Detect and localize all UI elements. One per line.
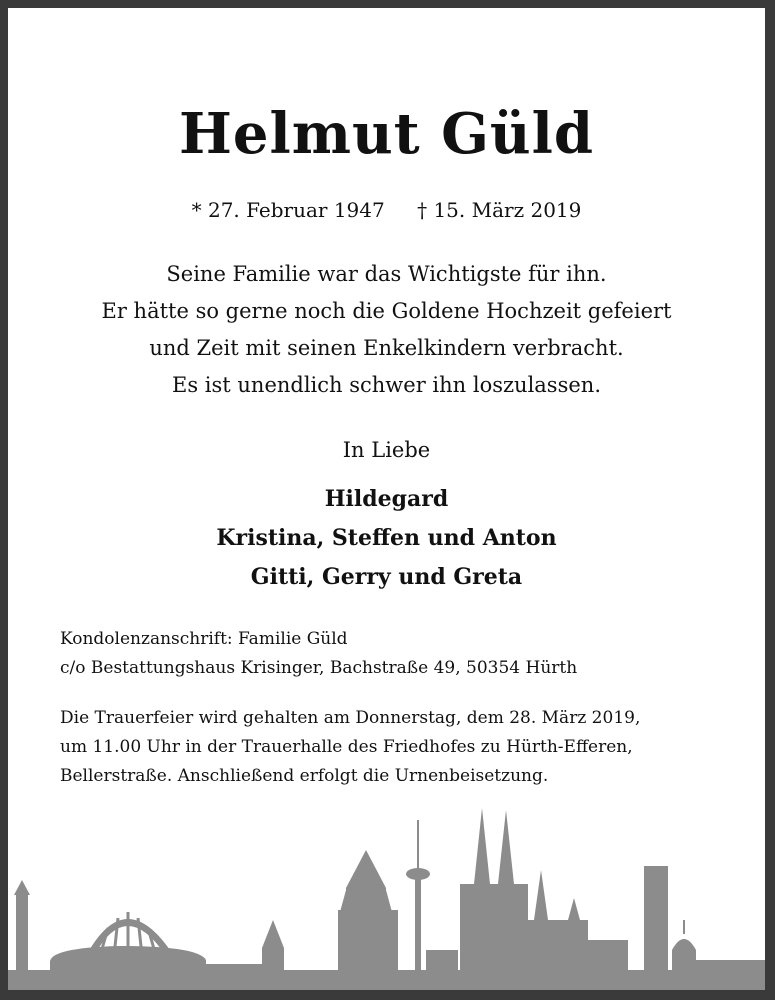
obituary-notice [8, 8, 765, 990]
skyline-office-tower [644, 866, 668, 990]
funeral-service-info [60, 704, 640, 791]
skyline-cathedral-spire [534, 870, 548, 920]
skyline-romanesque-spire [346, 850, 386, 888]
mourners-list [8, 480, 765, 597]
skyline-building [588, 940, 628, 990]
skyline-cathedral-nave [528, 920, 588, 990]
service-line: Die Trauerfeier wird gehalten am Donnerstag, dem 28. März 2019, [60, 708, 641, 728]
condolence-line: c/o Bestattungshaus Krisinger, Bachstraße 49, 50354 Hürth [60, 658, 578, 678]
cologne-skyline-illustration [8, 800, 765, 990]
skyline-tv-tower-antenna [417, 820, 419, 874]
skyline-church [262, 948, 284, 990]
skyline-cathedral-towers [460, 808, 528, 990]
verse-line: Seine Familie war das Wichtigste für ihn. [166, 262, 607, 286]
skyline-tower-left-top [14, 880, 30, 895]
condolence-line: Kondolenzanschrift: Familie Güld [60, 629, 348, 649]
life-dates [8, 198, 765, 222]
condolence-address [60, 625, 577, 683]
mourner-name: Kristina, Steffen und Anton [216, 525, 557, 551]
service-line: Bellerstraße. Anschließend erfolgt die Urnenbeisetzung. [60, 766, 549, 786]
birth-date: * 27. Februar 1947 [191, 198, 385, 222]
skyline-cathedral-pinnacle [568, 898, 580, 920]
memorial-verse [8, 256, 765, 404]
verse-line: Er hätte so gerne noch die Goldene Hochzeit gefeiert [101, 299, 672, 323]
skyline-dome-church [672, 950, 696, 990]
skyline-building [206, 964, 266, 990]
skyline-dome-cross [683, 920, 685, 934]
skyline-building [426, 950, 458, 990]
skyline-dome [672, 939, 696, 950]
service-line: um 11.00 Uhr in der Trauerhalle des Friedhofes zu Hürth-Efferen, [60, 737, 633, 757]
death-date: † 15. März 2019 [417, 198, 582, 222]
verse-line: Es ist unendlich schwer ihn loszulassen. [172, 373, 601, 397]
mourner-name: Hildegard [324, 486, 449, 512]
skyline-church-body [338, 910, 398, 990]
deceased-name: Helmut Güld [178, 101, 595, 167]
mourner-name: Gitti, Gerry und Greta [250, 564, 523, 590]
skyline-tv-tower-shaft [415, 872, 421, 990]
skyline-building [696, 960, 765, 990]
mourners-intro: In Liebe [342, 438, 431, 462]
skyline-church-spire [262, 920, 284, 948]
verse-line: und Zeit mit seinen Enkelkindern verbracht. [149, 336, 624, 360]
